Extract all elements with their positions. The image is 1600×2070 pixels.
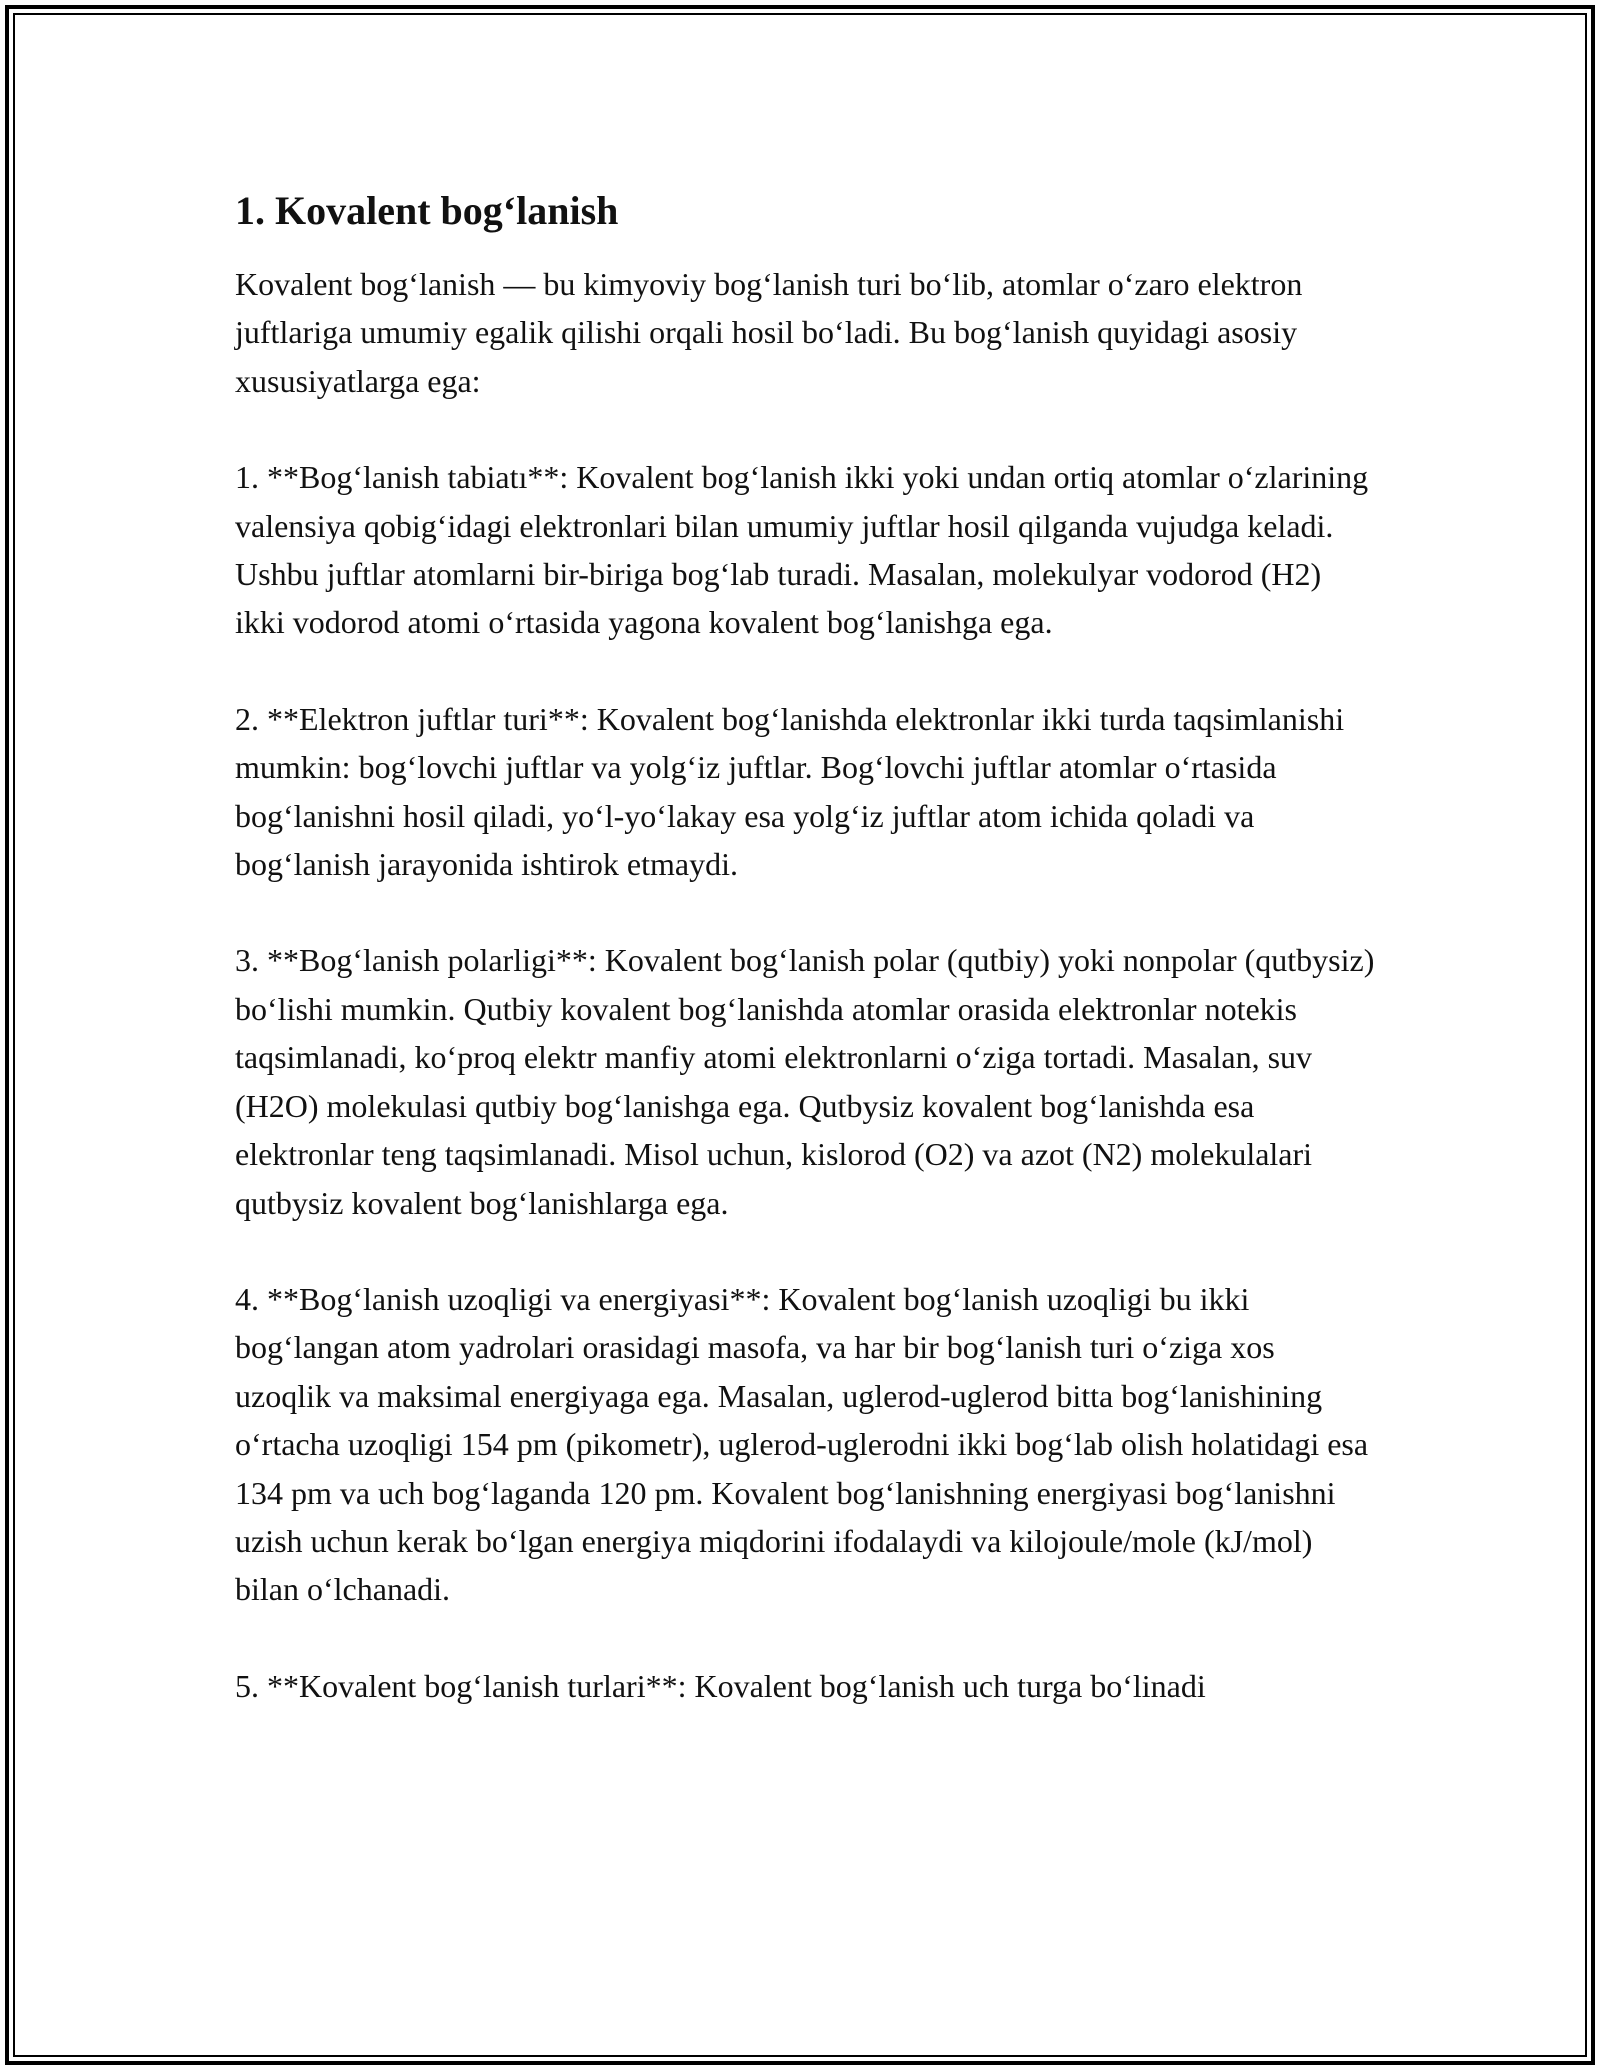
paragraph-electron-pairs: 2. **Elektron juftlar turi**: Kovalent bog‘lanishda elektronlar ikki turda taqsimlanishi mumkin: bog‘lovchi juftlar va yolg‘iz juftlar. Bog‘lovchi juftlar atomlar o‘rtasida bog‘lanishni hosil qiladi, yo‘l-yo‘lakay esa yolg‘iz juftlar atom ichida qoladi va bog‘lanish jarayonida ishtirok etmaydi. — [235, 700, 1345, 883]
paragraph-bond-types: 5. **Kovalent bog‘lanish turlari**: Kovalent bog‘lanish uch turga bo‘linadi — [235, 1667, 1206, 1704]
paragraph-bond-length-energy: 4. **Bog‘lanish uzoqligi va energiyasi**: Kovalent bog‘lanish uzoqligi bu ikki bog‘langan atom yadrolari orasidagi masofa, va har bir bog‘lanish turi o‘ziga xos uzoqlik va maksimal energiyaga ega. Masalan, uglerod-uglerod bitta bog‘lanishining o‘rtacha uzoqligi 154 pm (pikometr), uglerod-uglerodni ikki bog‘lab olish holatidagi esa 134 pm va uch bog‘laganda 120 pm. Kovalent bog‘lanishning energiyasi bog‘lanishni uzish uchun kerak bo‘lgan energiya miqdorini ifodalaydi va kilojoule/mole (kJ/mol) bilan o‘lchanadi. — [235, 1280, 1369, 1608]
document-title: 1. Kovalent bog‘lanish — [235, 188, 619, 233]
document-body — [235, 186, 1375, 1758]
paragraph-bond-nature: 1. **Bog‘lanish tabiatı**: Kovalent bog‘lanish ikki yoki undan ortiq atomlar o‘zlarining valensiya qobig‘idagi elektronlari bilan umumiy juftlar hosil qilganda vujudga keladi. Ushbu juftlar atomlarni bir-biriga bog‘lab turadi. Masalan, molekulyar vodorod (H2) ikki vodorod atomi o‘rtasida yagona kovalent bog‘lanishga ega. — [235, 459, 1369, 641]
intro-paragraph: Kovalent bog‘lanish — bu kimyoviy bog‘lanish turi bo‘lib, atomlar o‘zaro elektron juftlariga umumiy egalik qilishi orqali hosil bo‘ladi. Bu bog‘lanish quyidagi asosiy xususiyatlarga ega: — [235, 266, 1303, 399]
paragraph-bond-polarity: 3. **Bog‘lanish polarligi**: Kovalent bog‘lanish polar (qutbiy) yoki nonpolar (qutbysiz) bo‘lishi mumkin. Qutbiy kovalent bog‘lanishda atomlar orasida elektronlar notekis taqsimlanadi, ko‘proq elektr manfiy atomi elektronlarni o‘ziga tortadi. Masalan, suv (H2O) molekulasi qutbiy bog‘lanishga ega. Qutbysiz kovalent bog‘lanishda esa elektronlar teng taqsimlanadi. Misol uchun, kislorod (O2) va azot (N2) molekulalari qutbysiz kovalent bog‘lanishlarga ega. — [235, 942, 1375, 1221]
